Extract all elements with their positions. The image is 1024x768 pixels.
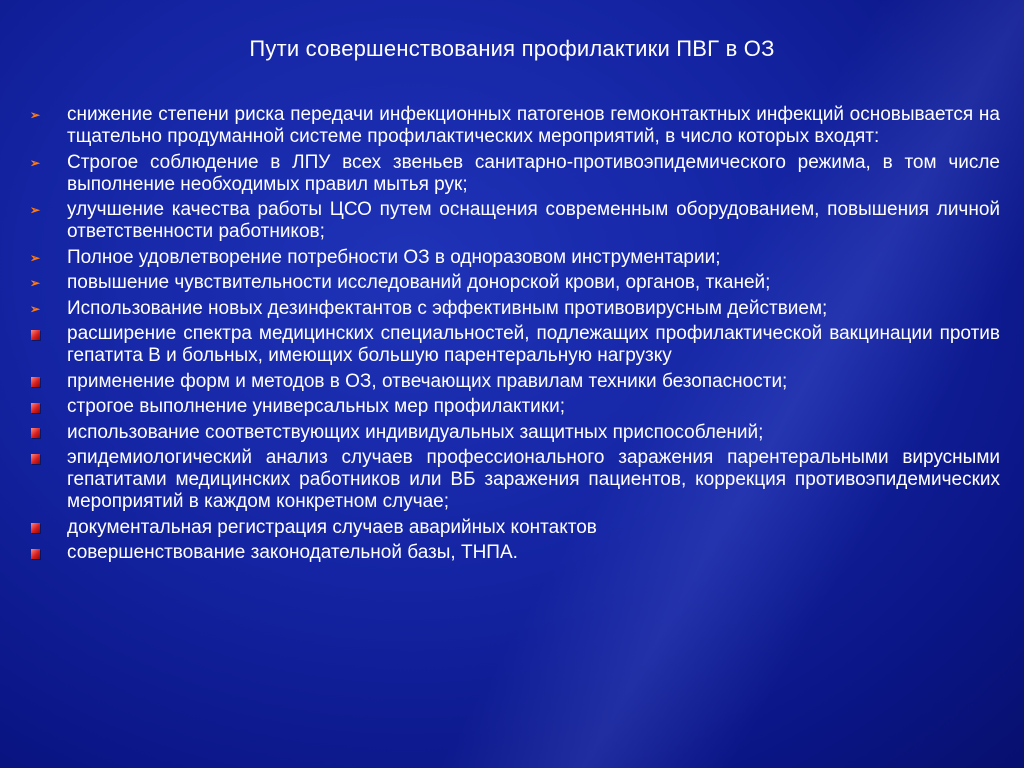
arrow-bullet-icon: ➢: [30, 301, 41, 316]
list-item-text: улучшение качества работы ЦСО путем оснащения современным оборудованием, повышения личной ответственности работников;: [67, 199, 1000, 242]
list-item: [30, 517, 1000, 539]
square-bullet-icon: [30, 323, 50, 345]
list-item: [30, 247, 1000, 269]
square-bullet-icon: [30, 422, 50, 444]
list-item: [30, 447, 1000, 513]
arrow-bullet-icon: ➢: [30, 203, 41, 217]
list-item: [30, 542, 1000, 564]
arrow-bullet-icon: ➢: [30, 108, 41, 122]
slide-title: Пути совершенствования профилактики ПВГ в ОЗ: [249, 36, 775, 61]
bullet-list: [30, 104, 1000, 568]
square-bullet-icon: [30, 371, 50, 393]
list-item: [30, 371, 1000, 393]
square-bullet-icon: [30, 542, 50, 564]
list-item: [30, 152, 1000, 196]
list-item-text: использование соответствующих индивидуальных защитных приспособлений;: [67, 421, 764, 443]
list-item-text: Строгое соблюдение в ЛПУ всех звеньев санитарно-противоэпидемического режима, в том числе выполнение необходимых правил мытья рук;: [67, 151, 1000, 195]
list-item: [30, 298, 1000, 320]
list-item: [30, 422, 1000, 444]
list-item-text: расширение спектра медицинских специальностей, подлежащих профилактической вакцинации против гепатита В и больных, имеющих большую парентеральную нагрузку: [67, 323, 1000, 366]
square-bullet-icon: [30, 447, 50, 469]
list-item-text: применение форм и методов в ОЗ, отвечающих правилам техники безопасности;: [67, 370, 788, 392]
list-item: [30, 104, 1000, 148]
square-bullet-icon: [30, 517, 50, 539]
arrow-bullet-icon: ➢: [30, 155, 41, 170]
list-item: [30, 323, 1000, 367]
list-item-text: повышение чувствительности исследований донорской крови, органов, тканей;: [67, 272, 771, 293]
list-item-text: снижение степени риска передачи инфекционных патогенов гемоконтактных инфекций основывается на тщательно продуманной системе профилактических мероприятий, в число которых входят:: [67, 104, 1000, 147]
list-item-text: совершенствование законодательной базы, ТНПА.: [67, 542, 518, 563]
list-item-text: строгое выполнение универсальных мер профилактики;: [67, 396, 565, 417]
list-item: [30, 396, 1000, 418]
list-item-text: Использование новых дезинфектантов с эффективным противовирусным действием;: [67, 297, 828, 319]
square-bullet-icon: [30, 396, 50, 418]
list-item: [30, 199, 1000, 243]
list-item-text: Полное удовлетворение потребности ОЗ в одноразовом инструментарии;: [67, 246, 721, 268]
list-item-text: эпидемиологический анализ случаев профессионального заражения парентеральными вирусными гепатитами медицинских работников или ВБ заражения пациентов, коррекция противоэпидемических мероприятий в каждом конкретном случае;: [67, 447, 1000, 512]
list-item-text: документальная регистрация случаев аварийных контактов: [67, 516, 597, 538]
arrow-bullet-icon: ➢: [30, 250, 41, 265]
list-item: [30, 272, 1000, 294]
arrow-bullet-icon: ➢: [30, 276, 41, 290]
